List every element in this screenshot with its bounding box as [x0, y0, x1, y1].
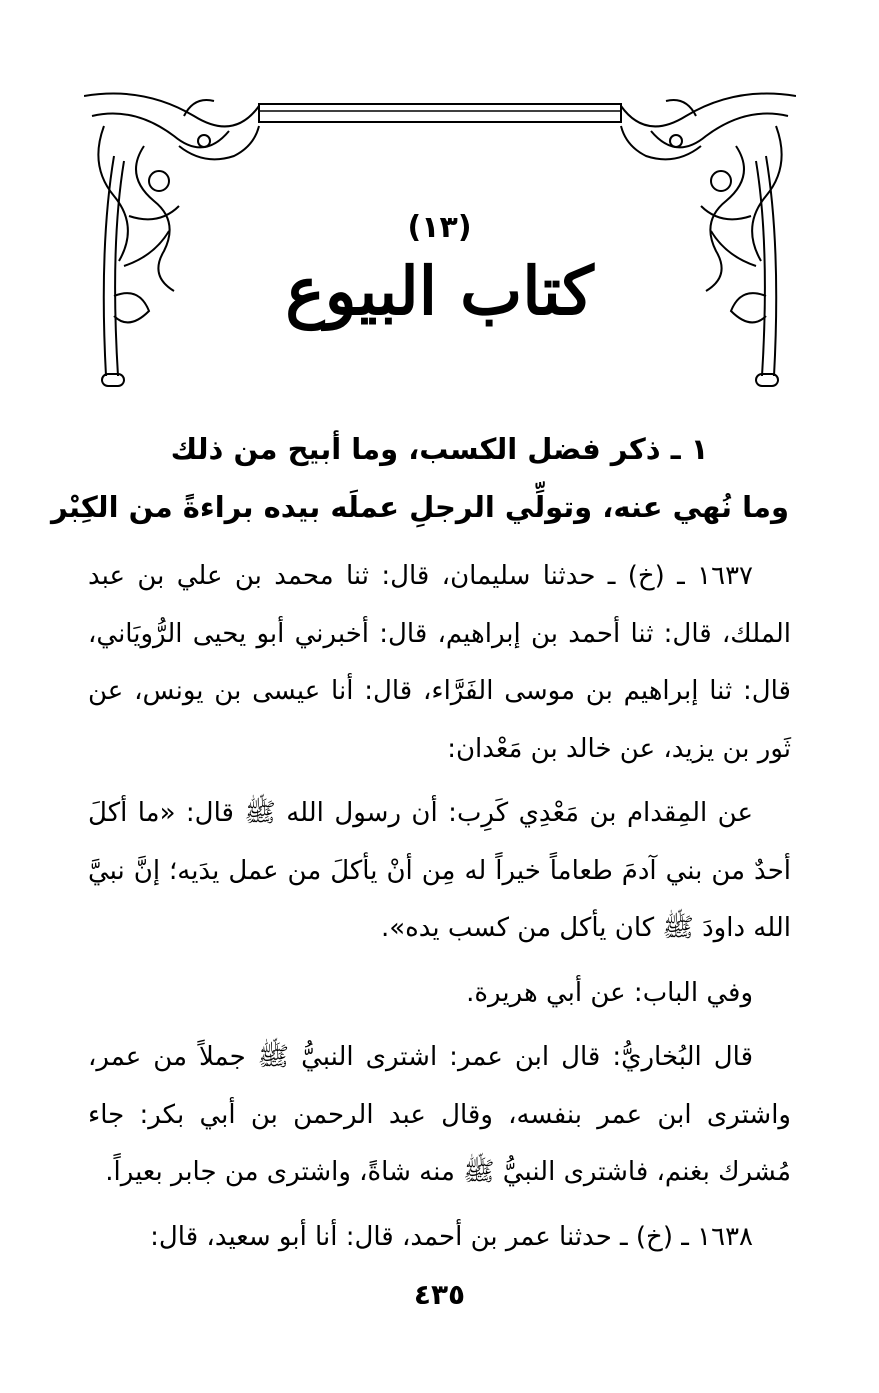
frame-top-bar	[259, 104, 621, 122]
body-text	[88, 548, 791, 1266]
book-title: كتاب البيوع	[285, 252, 594, 330]
hadith-1637-chain: ١٦٣٧ ـ (خ) ـ حدثنا سليمان، قال: ثنا محمد بن علي بن عبد الملك، قال: ثنا أحمد بن إبراهيم، قال: أخبرني أبو يحيى الرُّويَاني، قال: ثنا إبراهيم بن موسى الفَرَّاء، قال: أنا عيسى بن يونس، عن ثَور بن يزيد، عن خالد بن مَعْدان:	[88, 561, 791, 764]
hadith-1637-text: عن المِقدام بن مَعْدِي كَرِب: أن رسول الله ﷺ قال: «ما أكلَ أحدٌ من بني آدمَ طعاماً خيراً له مِن أنْ يأكلَ من عمل يدَيه؛ إنَّ نبيَّ الله داودَ ﷺ كان يأكل من كسب يده».	[88, 798, 791, 943]
section-heading-line-2: وما نُهي عنه، وتولِّي الرجلِ عملَه بيده براءةً من الكِبْر	[50, 490, 789, 524]
chapter-note: وفي الباب: عن أبي هريرة.	[466, 977, 753, 1008]
section-heading-line-1: ١ ـ ذكر فضل الكسب، وما أبيح من ذلك	[170, 432, 709, 466]
hadith-1638-chain: ١٦٣٨ ـ (خ) ـ حدثنا عمر بن أحمد، قال: أنا أبو سعيد، قال:	[150, 1221, 753, 1252]
bukhari-comment: قال البُخاريُّ: قال ابن عمر: اشترى النبيُّ ﷺ جملاً من عمر، واشترى ابن عمر بنفسه، وقال عبد الرحمن بن أبي بكر: جاء مُشرك بغنم، فاشترى النبيُّ ﷺ منه شاةً، واشترى من جابر بعيراً.	[88, 1042, 791, 1187]
page-number: ٤٣٥	[413, 1278, 466, 1311]
chapter-number: (١٣)	[407, 210, 472, 245]
section-heading	[50, 420, 789, 536]
